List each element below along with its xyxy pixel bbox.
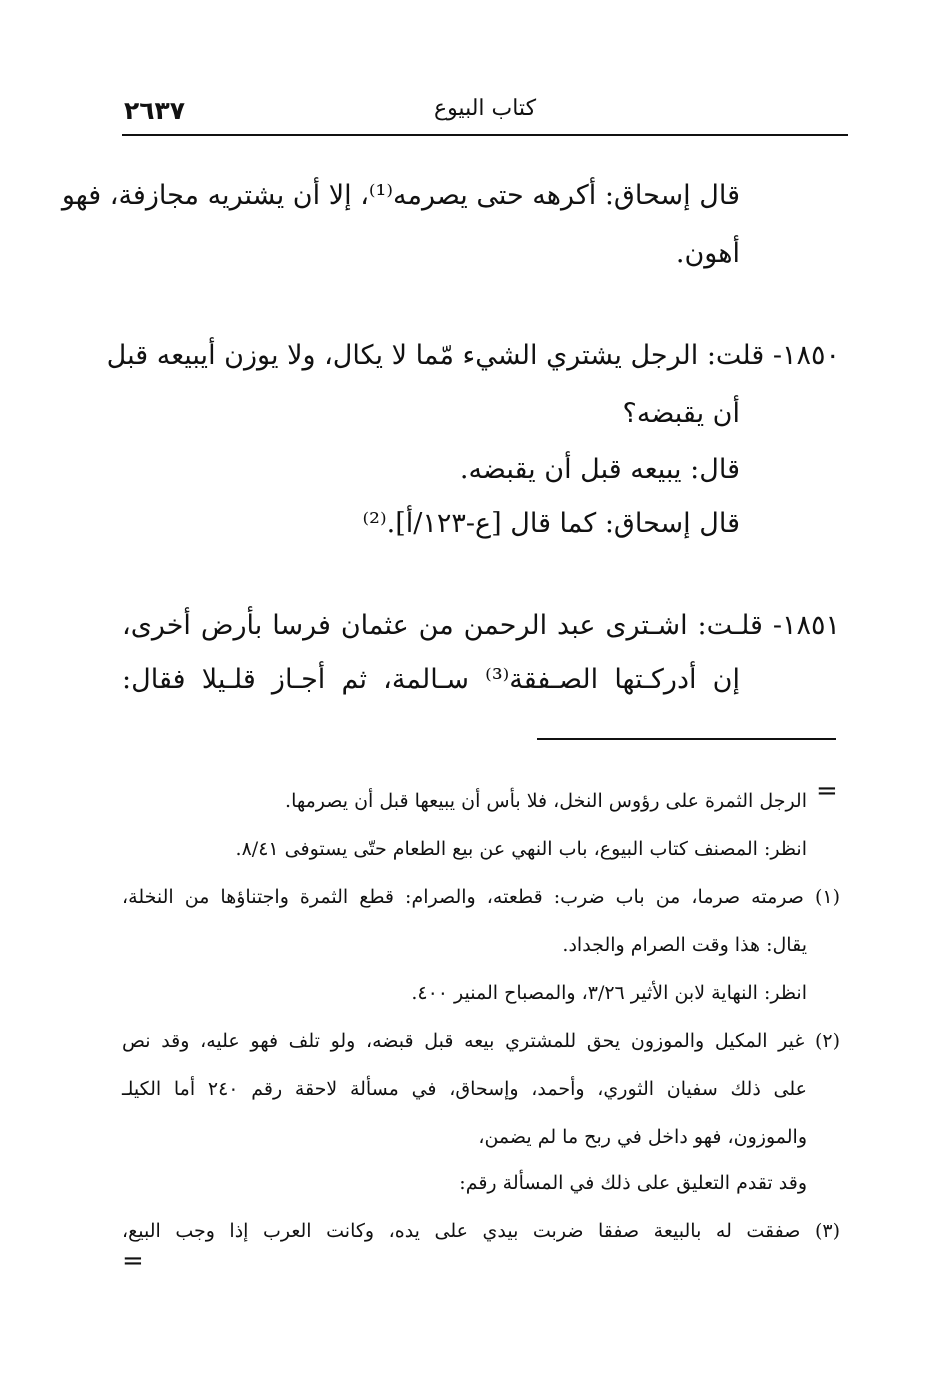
footnote-line: انظر: النهاية لابن الأثير ٣/٢٦، والمصباح المنير ٤٠٠. bbox=[411, 982, 807, 1004]
main-line: إن أدركـتها الصـفقة⁽³⁾ سـالمة، ثم أجـاز قلـيلا فقال: bbox=[122, 664, 740, 695]
main-line: قال إسحاق: كما قال [ع-١٢٣/أ].⁽²⁾ bbox=[362, 508, 740, 539]
footnote-line: والموزون، فهو داخل في ربح ما لم يضمن، bbox=[478, 1126, 807, 1148]
main-line: أهون. bbox=[675, 238, 740, 269]
continuation-marker: = bbox=[816, 776, 838, 806]
footnote-3: (٣) صفقت له بالبيعة صفقا ضربت بيدي على يده، وكانت العرب إذا وجب البيع، bbox=[122, 1220, 840, 1242]
footnotes bbox=[61, 0, 840, 1300]
footnote-1: (١) صرمته صرما، من باب ضرب: قطعته، والصرام: قطع الثمرة واجتناؤها من النخلة، bbox=[122, 886, 840, 908]
main-line: أن يقبضه؟ bbox=[622, 398, 740, 429]
footnote-2: (٢) غير المكيل والموزون يحق للمشتري بيعه قبل قبضه، ولو تلف فهو عليه، وقد نص bbox=[122, 1030, 840, 1052]
question-1850-line: ١٨٥٠- قلت: الرجل يشتري الشيء مّما لا يكال، ولا يوزن أيبيعه قبل bbox=[106, 340, 840, 371]
footnote-line: انظر: المصنف كتاب البيوع، باب النهي عن بيع الطعام حتّى يستوفى ٨/٤١. bbox=[235, 838, 807, 860]
question-1851-line: ١٨٥١- قلـت: اشـترى عبد الرحمن من عثمان فرسا بأرض أخرى، bbox=[122, 610, 840, 641]
running-title: كتاب البيوع bbox=[433, 96, 537, 121]
footnote-line: يقال: هذا وقت الصرام والجداد. bbox=[562, 934, 807, 956]
page-number: ٢٦٣٧ bbox=[124, 96, 186, 125]
footnote-line: الرجل الثمرة على رؤوس النخل، فلا بأس أن يبيعها قبل أن يصرمها. bbox=[285, 790, 807, 812]
main-line: قال إسحاق: أكرهه حتى يصرمه⁽¹⁾، إلا أن يشتريه مجازفة، فهو bbox=[61, 180, 740, 211]
footnote-line: على ذلك سفيان الثوري، وأحمد، وإسحاق، في مسألة لاحقة رقم ٢٤٠ أما الكيلـ bbox=[122, 1078, 807, 1100]
continuation-marker: = bbox=[122, 1246, 144, 1276]
main-line: قال: يبيعه قبل أن يقبضه. bbox=[459, 454, 740, 485]
footnote-line: وقد تقدم التعليق على ذلك في المسألة رقم: bbox=[459, 1172, 807, 1194]
